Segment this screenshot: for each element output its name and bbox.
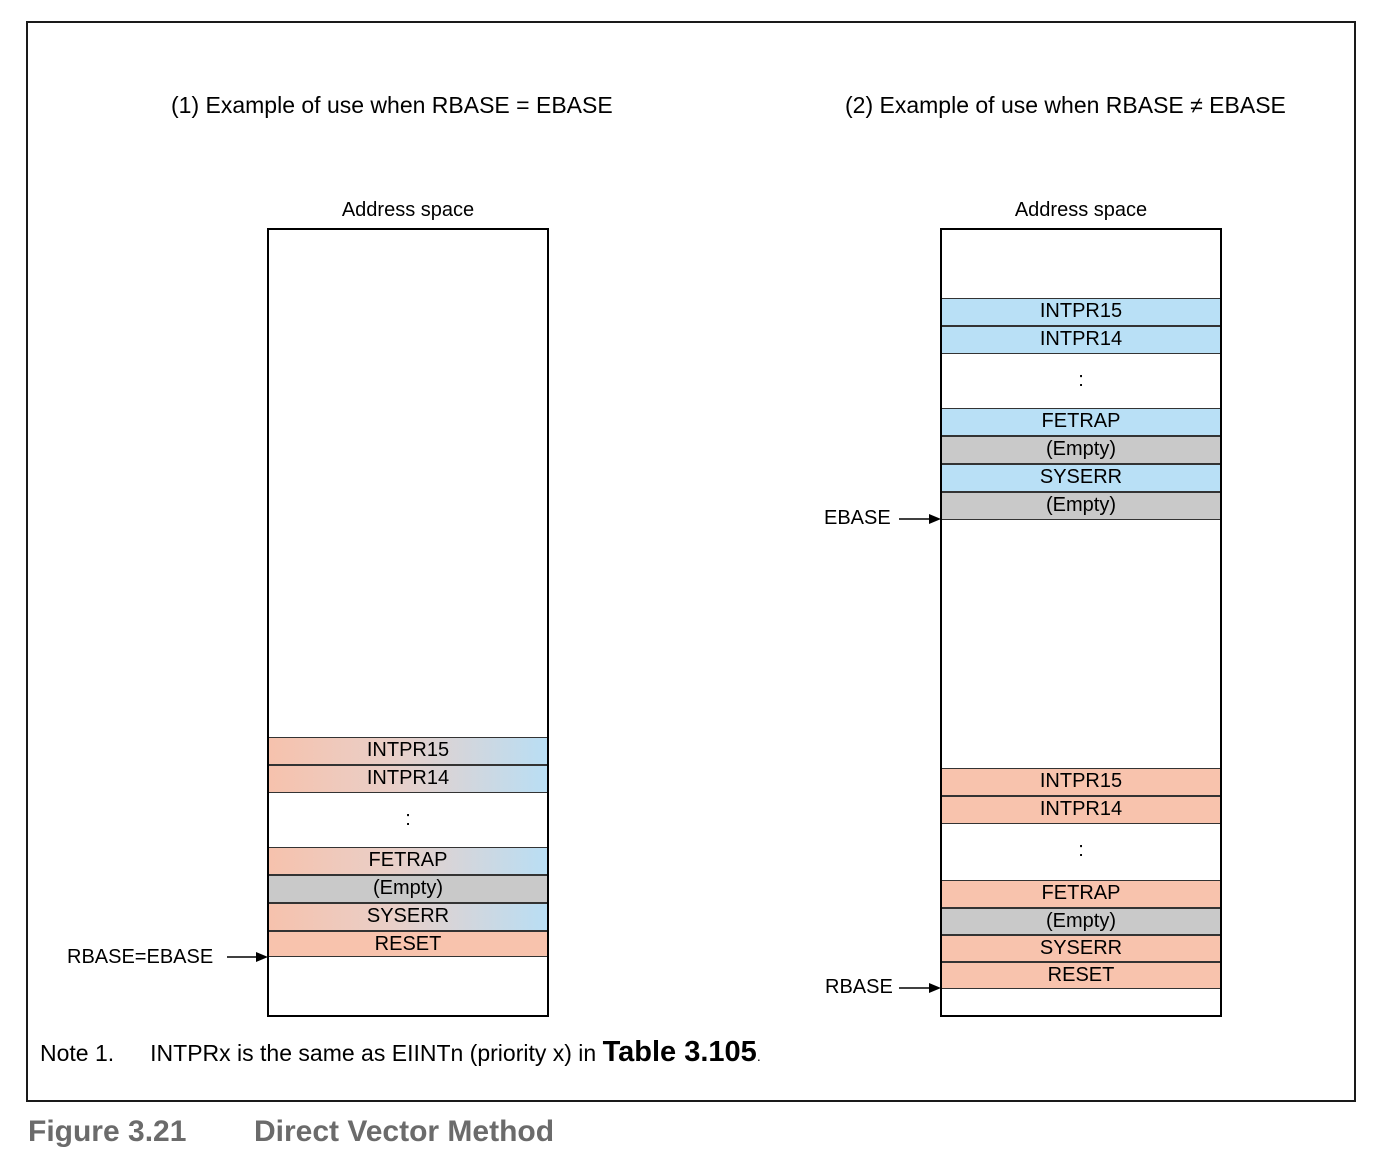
table-reference-link[interactable]: Table 3.105	[602, 1036, 757, 1068]
left-entry-reset: RESET	[269, 931, 547, 957]
left-rbase-ebase-label: RBASE=EBASE	[67, 946, 214, 968]
left-address-space-title: Address space	[341, 199, 475, 221]
left-entry-fetrap: FETRAP	[269, 847, 547, 875]
footnote	[40, 1036, 761, 1069]
left-entry-syserr: SYSERR	[269, 903, 547, 931]
left-heading: (1) Example of use when RBASE = EBASE	[171, 92, 613, 118]
right-upper-entry-syserr: SYSERR	[942, 464, 1220, 492]
footnote-end: .	[756, 1048, 761, 1064]
right-heading: (2) Example of use when RBASE ≠ EBASE	[845, 92, 1286, 118]
figure-number: Figure 3.21	[28, 1115, 187, 1148]
right-rbase-label: RBASE	[825, 976, 893, 998]
left-entry-intpr15: INTPR15	[269, 737, 547, 765]
right-lower-entry-empty: (Empty)	[942, 908, 1220, 935]
right-lower-entry-intpr15: INTPR15	[942, 768, 1220, 796]
right-lower-entry-fetrap: FETRAP	[942, 880, 1220, 908]
right-address-space-title: Address space	[1014, 199, 1148, 221]
left-entry-intpr14: INTPR14	[269, 765, 547, 793]
left-entry-empty: (Empty)	[269, 875, 547, 903]
figure-title: Direct Vector Method	[254, 1115, 555, 1148]
right-lower-entry-intpr14: INTPR14	[942, 796, 1220, 824]
right-ebase-arrowhead	[929, 514, 941, 524]
right-upper-entry-fetrap: FETRAP	[942, 408, 1220, 436]
right-lower-entry-syserr: SYSERR	[942, 935, 1220, 962]
right-upper-entry-ellipsis: :	[1078, 369, 1084, 391]
footnote-label: Note 1.	[40, 1040, 115, 1066]
right-upper-entry-intpr14: INTPR14	[942, 326, 1220, 354]
right-upper-entry-empty-2: (Empty)	[942, 492, 1220, 520]
figure-caption	[28, 1115, 554, 1149]
left-entry-ellipsis: :	[405, 808, 411, 830]
right-ebase-label: EBASE	[824, 507, 891, 529]
right-upper-entry-intpr15: INTPR15	[942, 298, 1220, 326]
left-rbase-ebase-arrowhead	[256, 952, 268, 962]
right-lower-entry-ellipsis: :	[1078, 839, 1084, 861]
right-rbase-arrowhead	[929, 983, 941, 993]
right-upper-entry-empty: (Empty)	[942, 436, 1220, 464]
right-lower-entry-reset: RESET	[942, 962, 1220, 989]
footnote-text: INTPRx is the same as EIINTn (priority x) in	[150, 1040, 603, 1066]
